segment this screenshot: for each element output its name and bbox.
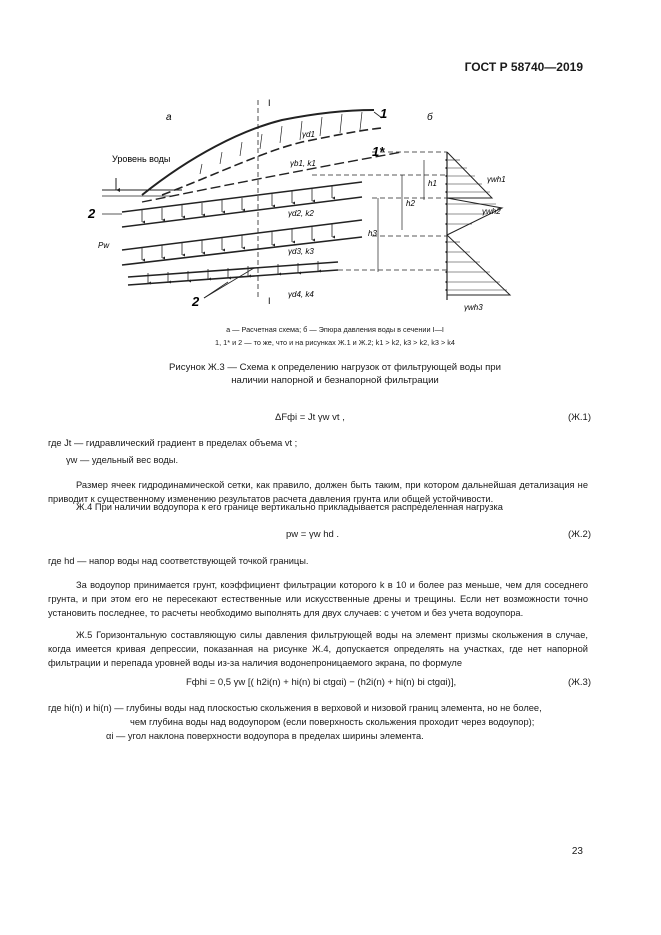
- figure-caption-line-1: Рисунок Ж.3 — Схема к определению нагрузок от фильтрующей воды при: [169, 362, 501, 373]
- where-1-line-2: γw — удельный вес воды.: [66, 455, 179, 465]
- paragraph-4: Ж.5 Горизонтальную составляющую силы давления фильтрующей воды на элемент призмы скольжения в случае, когда имеется кривая депрессии, показанная на рисунке Ж.4, допускается определять на участках, где нет напорной фильтрации и перепада уровней воды из-за наличия водонепроницаемого экрана, по формуле: [48, 630, 588, 668]
- where-2-line-1: где hd — напор воды над соответствующей точкой границы.: [48, 556, 309, 566]
- curve-1-label: 1: [380, 106, 388, 121]
- gamma-d2-label: γd2, k2: [288, 209, 314, 218]
- equation-2: pw = γw hd .: [286, 529, 340, 540]
- h1-label: h1: [428, 179, 437, 188]
- water-level-label: Уровень воды: [112, 154, 171, 164]
- gamma-d1-label: γd1: [302, 130, 315, 139]
- equation-1-number: (Ж.1): [567, 412, 591, 423]
- section-bottom-label: I: [268, 296, 271, 306]
- aquitard-2-bottom-label: 2: [192, 294, 200, 309]
- paragraph-3: За водоупор принимается грунт, коэффициент фильтрации которого k в 10 и более раз меньше, чем для соседнего грунта, и при этом его не пересекают естественные или искусственные дрены и трещины. Если нет возможности точно установить последнее, то расчеты необходимо выполнять для двух случаев: с учетом и без учета водоупора.: [48, 580, 588, 618]
- equation-3-number: (Ж.3): [567, 677, 591, 688]
- where-3-line-3: αi — угол наклона поверхности водоупора в пределах ширины элемента.: [106, 731, 424, 741]
- where-1-line-1: где Jt — гидравлический градиент в пределах объема vt ;: [48, 438, 298, 448]
- curve-1star-label: 1*: [372, 144, 385, 159]
- figure-diagram: [82, 90, 512, 315]
- equation-3: Fфhi = 0,5 γw [( h2i(n) + hi(n) bi ctgαi) − (h2i(n) + hi(n) bi ctgαi)],: [186, 677, 457, 688]
- h2-label: h2: [406, 199, 415, 208]
- part-a-label: а: [166, 112, 172, 123]
- where-3-line-2: чем глубина воды над водоупором (если поверхность скольжения проходит через водоупор);: [130, 717, 535, 727]
- figure-legend-line-2: 1, 1* и 2 — то же, что и на рисунках Ж.1 и Ж.2; k1 > k2, k3 > k2, k3 > k4: [215, 338, 455, 347]
- gamma-d4-label: γd4, k4: [288, 290, 314, 299]
- equation-1: ΔFфi = Jt γw vt ,: [275, 412, 345, 423]
- gw-h2-label: γwh2: [482, 207, 501, 216]
- gamma-d3-label: γd3, k3: [288, 247, 314, 256]
- document-standard-number: ГОСТ Р 58740—2019: [464, 60, 583, 74]
- gw-h3-label: γwh3: [464, 303, 483, 312]
- figure-caption-line-2: наличии напорной и безнапорной фильтрации: [231, 375, 439, 386]
- aquitard-2-left-label: 2: [88, 206, 96, 221]
- gamma-b1-label: γb1, k1: [290, 159, 316, 168]
- section-top-label: I: [268, 98, 271, 108]
- paragraph-2: Ж.4 При наличии водоупора к его границе вертикально прикладывается распределенная нагрузка: [76, 502, 503, 512]
- paragraph-1: Размер ячеек гидродинамической сетки, как правило, должен быть таким, при котором дальнейшая детализация не приводит к существенному изменению результатов расчета давления грунта или общей устойчивости.: [48, 480, 588, 504]
- h3-label: h3: [368, 229, 377, 238]
- page-number: 23: [571, 846, 583, 857]
- pw-label: Pw: [98, 241, 110, 250]
- where-3-line-1: где hi(n) и hi(n) — глубины воды над плоскостью скольжения в верховой и низовой границ элемента, но не более,: [48, 703, 542, 713]
- figure-legend-line-1: а — Расчетная схема; б — Эпюра давления воды в сечении I—I: [226, 325, 444, 334]
- gw-h1-label: γwh1: [487, 175, 506, 184]
- part-b-label: б: [427, 112, 433, 123]
- equation-2-number: (Ж.2): [567, 529, 591, 540]
